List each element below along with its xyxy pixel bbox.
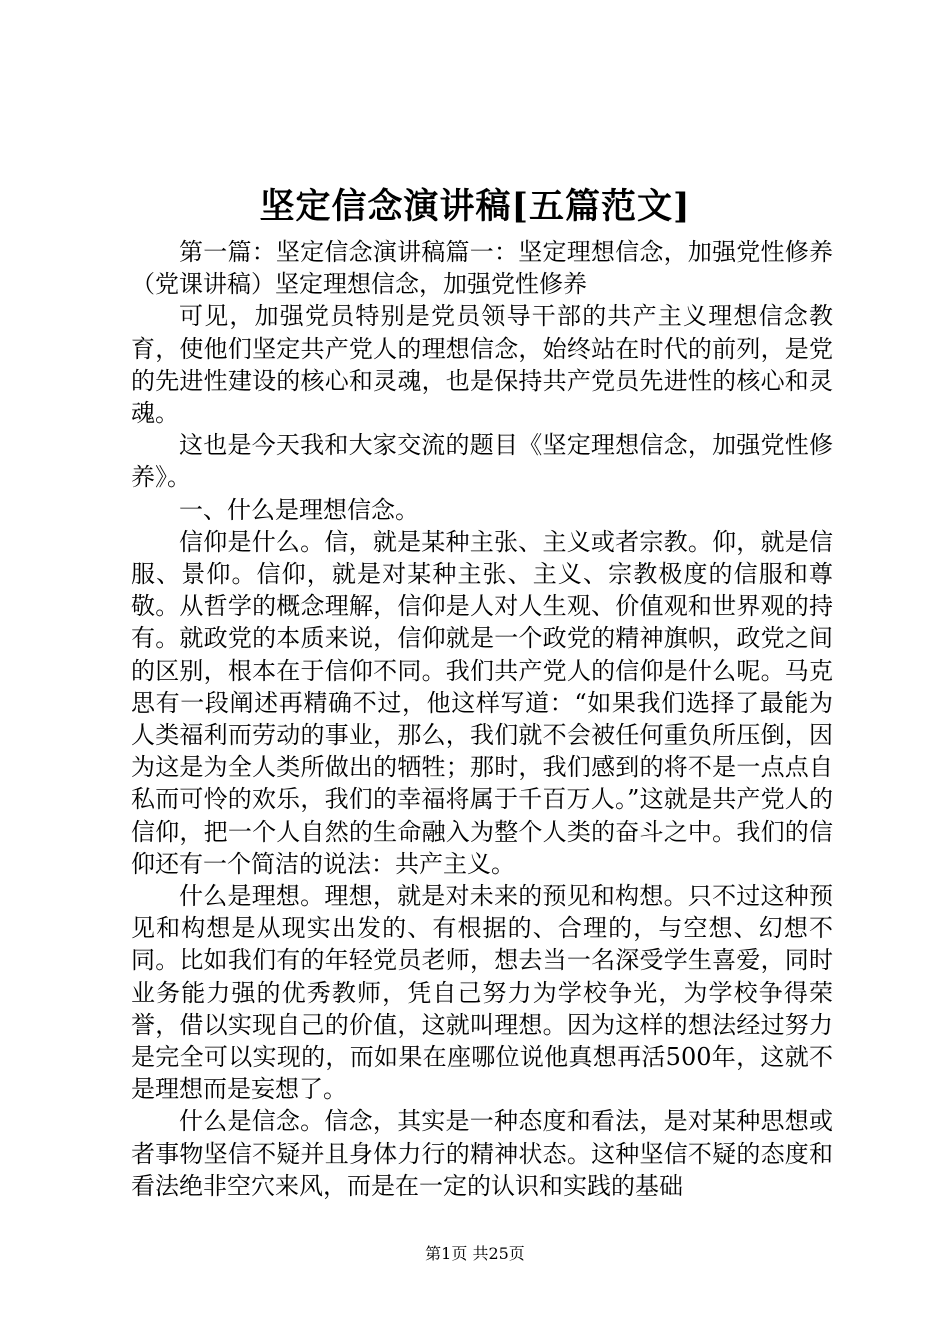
paragraph: 什么是信念。信念，其实是一种态度和看法，是对某种思想或者事物坚信不疑并且身体力行的精神状态。这种坚信不疑的态度和看法绝非空穴来风，而是在一定的认识和实践的基础 — [131, 1107, 833, 1200]
paragraph: 信仰是什么。信，就是某种主张、主义或者宗教。仰，就是信服、景仰。信仰，就是对某种主张、主义、宗教极度的信服和尊敬。从哲学的概念理解，信仰是人对人生观、价值观和世界观的持有。就政党的本质来说，信仰就是一个政党的精神旗帜，政党之间的区别，根本在于信仰不同。我们共产党人的信仰是什么呢。马克思有一段阐述再精确不过，他这样写道：“如果我们选择了最能为人类福利而劳动的事业，那么，我们就不会被任何重负所压倒，因为这是为全人类所做出的牺牲；那时，我们感到的将不是一点点自私而可怜的欢乐，我们的幸福将属于千百万人。”这就是共产党人的信仰，把一个人自然的生命融入为整个人类的奋斗之中。我们的信仰还有一个简洁的说法：共产主义。 — [131, 527, 833, 878]
section-heading: 一、什么是理想信念。 — [179, 495, 419, 524]
document-title: 坚定信念演讲稿[五篇范文] — [259, 186, 691, 227]
paragraph: 这也是今天我和大家交流的题目《坚定理想信念，加强党性修养》。 — [131, 431, 833, 492]
paragraph: 第一篇：坚定信念演讲稿篇一：坚定理想信念，加强党性修养（党课讲稿）坚定理想信念，加强党性修养 — [131, 238, 833, 299]
paragraph: 什么是理想。理想，就是对未来的预见和构想。只不过这种预见和构想是从现实出发的、有根据的、合理的，与空想、幻想不同。比如我们有的年轻党员老师，想去当一名深受学生喜爱，同时业务能力强的优秀教师，凭自己努力为学校争光，为学校争得荣誉，借以实现自己的价值，这就叫理想。因为这样的想法经过努力是完全可以实现的，而如果在座哪位说他真想再活500年，这就不是理想而是妄想了。 — [131, 882, 833, 1104]
document-body — [131, 236, 833, 1202]
page-number-footer: 第1页 共25页 — [425, 1244, 525, 1263]
paragraph: 可见，加强党员特别是党员领导干部的共产主义理想信念教育，使他们坚定共产党人的理想信念，始终站在时代的前列，是党的先进性建设的核心和灵魂，也是保持共产党员先进性的核心和灵魂。 — [131, 302, 833, 428]
